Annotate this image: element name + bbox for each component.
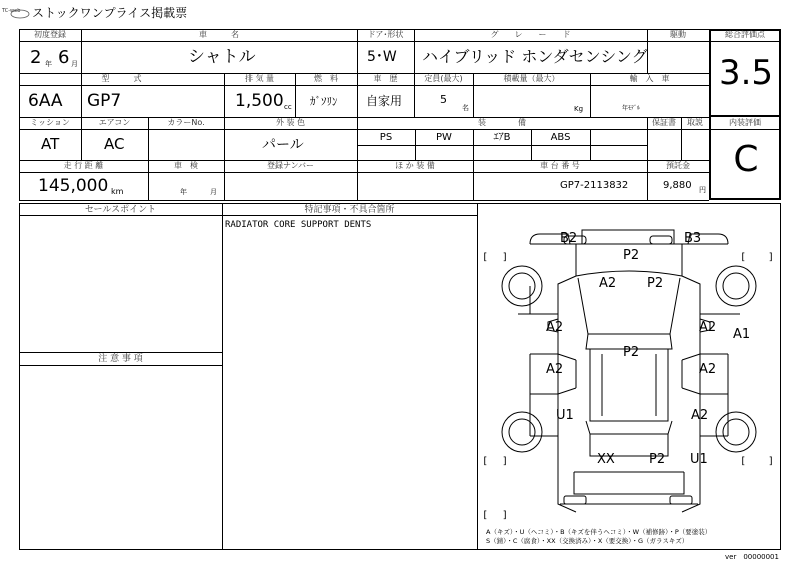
equipment-ps: PS <box>379 132 393 143</box>
mark-right-quarter: A2 <box>691 408 709 423</box>
mark-left-rear-door: A2 <box>546 362 564 377</box>
mission-label: ミッション <box>30 118 70 127</box>
mark-rear-right: U1 <box>690 452 708 467</box>
load-unit: Kg <box>574 105 584 113</box>
svg-text:]: ] <box>502 510 509 521</box>
mission-value: AT <box>41 135 60 153</box>
fuel-label: 燃 料 <box>314 74 338 83</box>
mark-right-side-extra: A1 <box>733 327 751 342</box>
mileage-unit: km <box>111 187 124 196</box>
car-damage-diagram <box>478 204 780 549</box>
history-value: 自家用 <box>366 94 403 108</box>
displacement-label: 排 気 量 <box>244 74 275 83</box>
car-name-label: 車 名 <box>199 30 239 39</box>
aircon-value: AC <box>104 135 125 153</box>
capacity-label: 定員(最大) <box>424 74 463 83</box>
inspection-label: 車 検 <box>174 161 198 170</box>
reg-month-unit: 月 <box>71 60 78 68</box>
displacement-value: 1,500 <box>235 91 284 111</box>
svg-text:[: [ <box>740 456 747 467</box>
sales-point-label: セールスポイント <box>84 205 157 215</box>
exterior-color-value: パール <box>262 137 304 153</box>
chassis-number-label: 車 台 番 号 <box>540 161 580 170</box>
chassis-number-value: GP7-2113832 <box>560 180 629 191</box>
grade-label: グ レ ー ド <box>490 30 571 39</box>
car-name-value: シャトル <box>188 47 256 67</box>
warranty-label: 保証書 <box>652 118 676 127</box>
mark-roof: P2 <box>623 345 640 360</box>
caution-label: 注 意 事 項 <box>98 354 143 364</box>
reg-year-value: 2 <box>30 47 42 68</box>
notes-defects-label: 特記事項・不具合箇所 <box>304 205 395 215</box>
model-value: GP7 <box>87 91 122 111</box>
mileage-value: 145,000 <box>38 176 109 196</box>
model-label: 型 式 <box>101 74 142 83</box>
mark-hood-front: P2 <box>623 248 640 263</box>
model-year-unit: 年ﾓﾃﾞﾙ <box>622 105 641 112</box>
equipment-label: 装 備 <box>478 118 526 127</box>
mark-right-rear-door: A2 <box>699 362 717 377</box>
mark-front-bumper-right: B3 <box>684 231 702 246</box>
overall-score-label: 総合評価点 <box>725 30 765 39</box>
mark-left-front-fender: A2 <box>546 320 564 335</box>
mark-right-front-fender: A2 <box>699 320 717 335</box>
inspection-month-unit: 月 <box>210 188 217 196</box>
svg-text:[: [ <box>482 510 489 521</box>
color-no-label: カラーNo. <box>167 118 205 127</box>
mark-rear-center: P2 <box>649 452 666 467</box>
mark-left-quarter: U1 <box>556 408 574 423</box>
inspection-year-unit: 年 <box>180 188 187 196</box>
doors-shape-label: ドア･形状 <box>367 30 404 39</box>
legend-line-2: S（錆）・C（腐食）・XX（交換済み）・X（要交換）・G（ガラスキズ） <box>486 537 689 545</box>
equipment-abs: ABS <box>550 132 571 143</box>
interior-score-label: 内装評価 <box>729 118 761 127</box>
fuel-value: ｶﾞｿﾘﾝ <box>310 95 338 108</box>
svg-text:]: ] <box>768 456 775 467</box>
overall-score-value: 3.5 <box>718 53 774 93</box>
load-capacity-label: 積載量（最大） <box>503 74 560 83</box>
history-label: 車 歴 <box>373 74 398 83</box>
logo-text: TC-web <box>2 8 21 14</box>
version-text: ver 00000001 <box>725 553 779 561</box>
aircon-label: エアコン <box>98 118 131 127</box>
defects-text: RADIATOR CORE SUPPORT DENTS <box>225 220 372 230</box>
legend-line-1: A（キズ）・U（ヘコミ）・B（キズを伴うヘコミ）・W（補修跡）・P（要塗装） <box>486 528 712 536</box>
interior-score-value: C <box>733 139 759 180</box>
first-registration-label: 初度登録 <box>34 30 66 39</box>
svg-text:[: [ <box>482 456 489 467</box>
import-car-label: 輸 入 車 <box>629 74 670 83</box>
doors-value: 5･W <box>367 49 397 65</box>
deposit-unit: 円 <box>699 186 706 194</box>
equipment-airbag: ｴｱB <box>493 132 511 143</box>
mark-front-bumper-left: B2 <box>560 231 578 246</box>
engine-value: 6AA <box>28 91 63 111</box>
svg-text:]: ] <box>768 252 775 263</box>
exterior-color-label: 外 装 色 <box>275 118 306 127</box>
other-equipment-label: ほ か 装 備 <box>395 161 435 170</box>
deposit-value: 9,880 <box>663 180 692 191</box>
capacity-value: 5 <box>440 93 447 106</box>
deposit-label: 預託金 <box>666 161 690 170</box>
reg-month-value: 6 <box>58 47 70 68</box>
svg-text:[: [ <box>740 252 747 263</box>
page-title: ストックワンプライス掲載票 <box>32 6 188 20</box>
mark-rear-left: XX <box>597 452 615 467</box>
manual-label: 取説 <box>687 118 703 127</box>
header-logo <box>2 5 30 19</box>
svg-text:[: [ <box>482 252 489 263</box>
grade-value: ハイブリッド ホンダセンシング <box>422 47 648 66</box>
reg-year-unit: 年 <box>45 60 52 68</box>
drive-label: 駆動 <box>670 30 686 39</box>
svg-text:]: ] <box>502 252 509 263</box>
mark-hood-right: P2 <box>647 276 664 291</box>
mileage-label: 走 行 距 離 <box>63 161 104 170</box>
displacement-unit: cc <box>284 103 292 111</box>
equipment-pw: PW <box>436 132 452 143</box>
mark-hood-left: A2 <box>599 276 617 291</box>
capacity-unit: 名 <box>462 104 469 112</box>
reg-number-label: 登録ナンバー <box>266 161 315 170</box>
svg-text:]: ] <box>502 456 509 467</box>
